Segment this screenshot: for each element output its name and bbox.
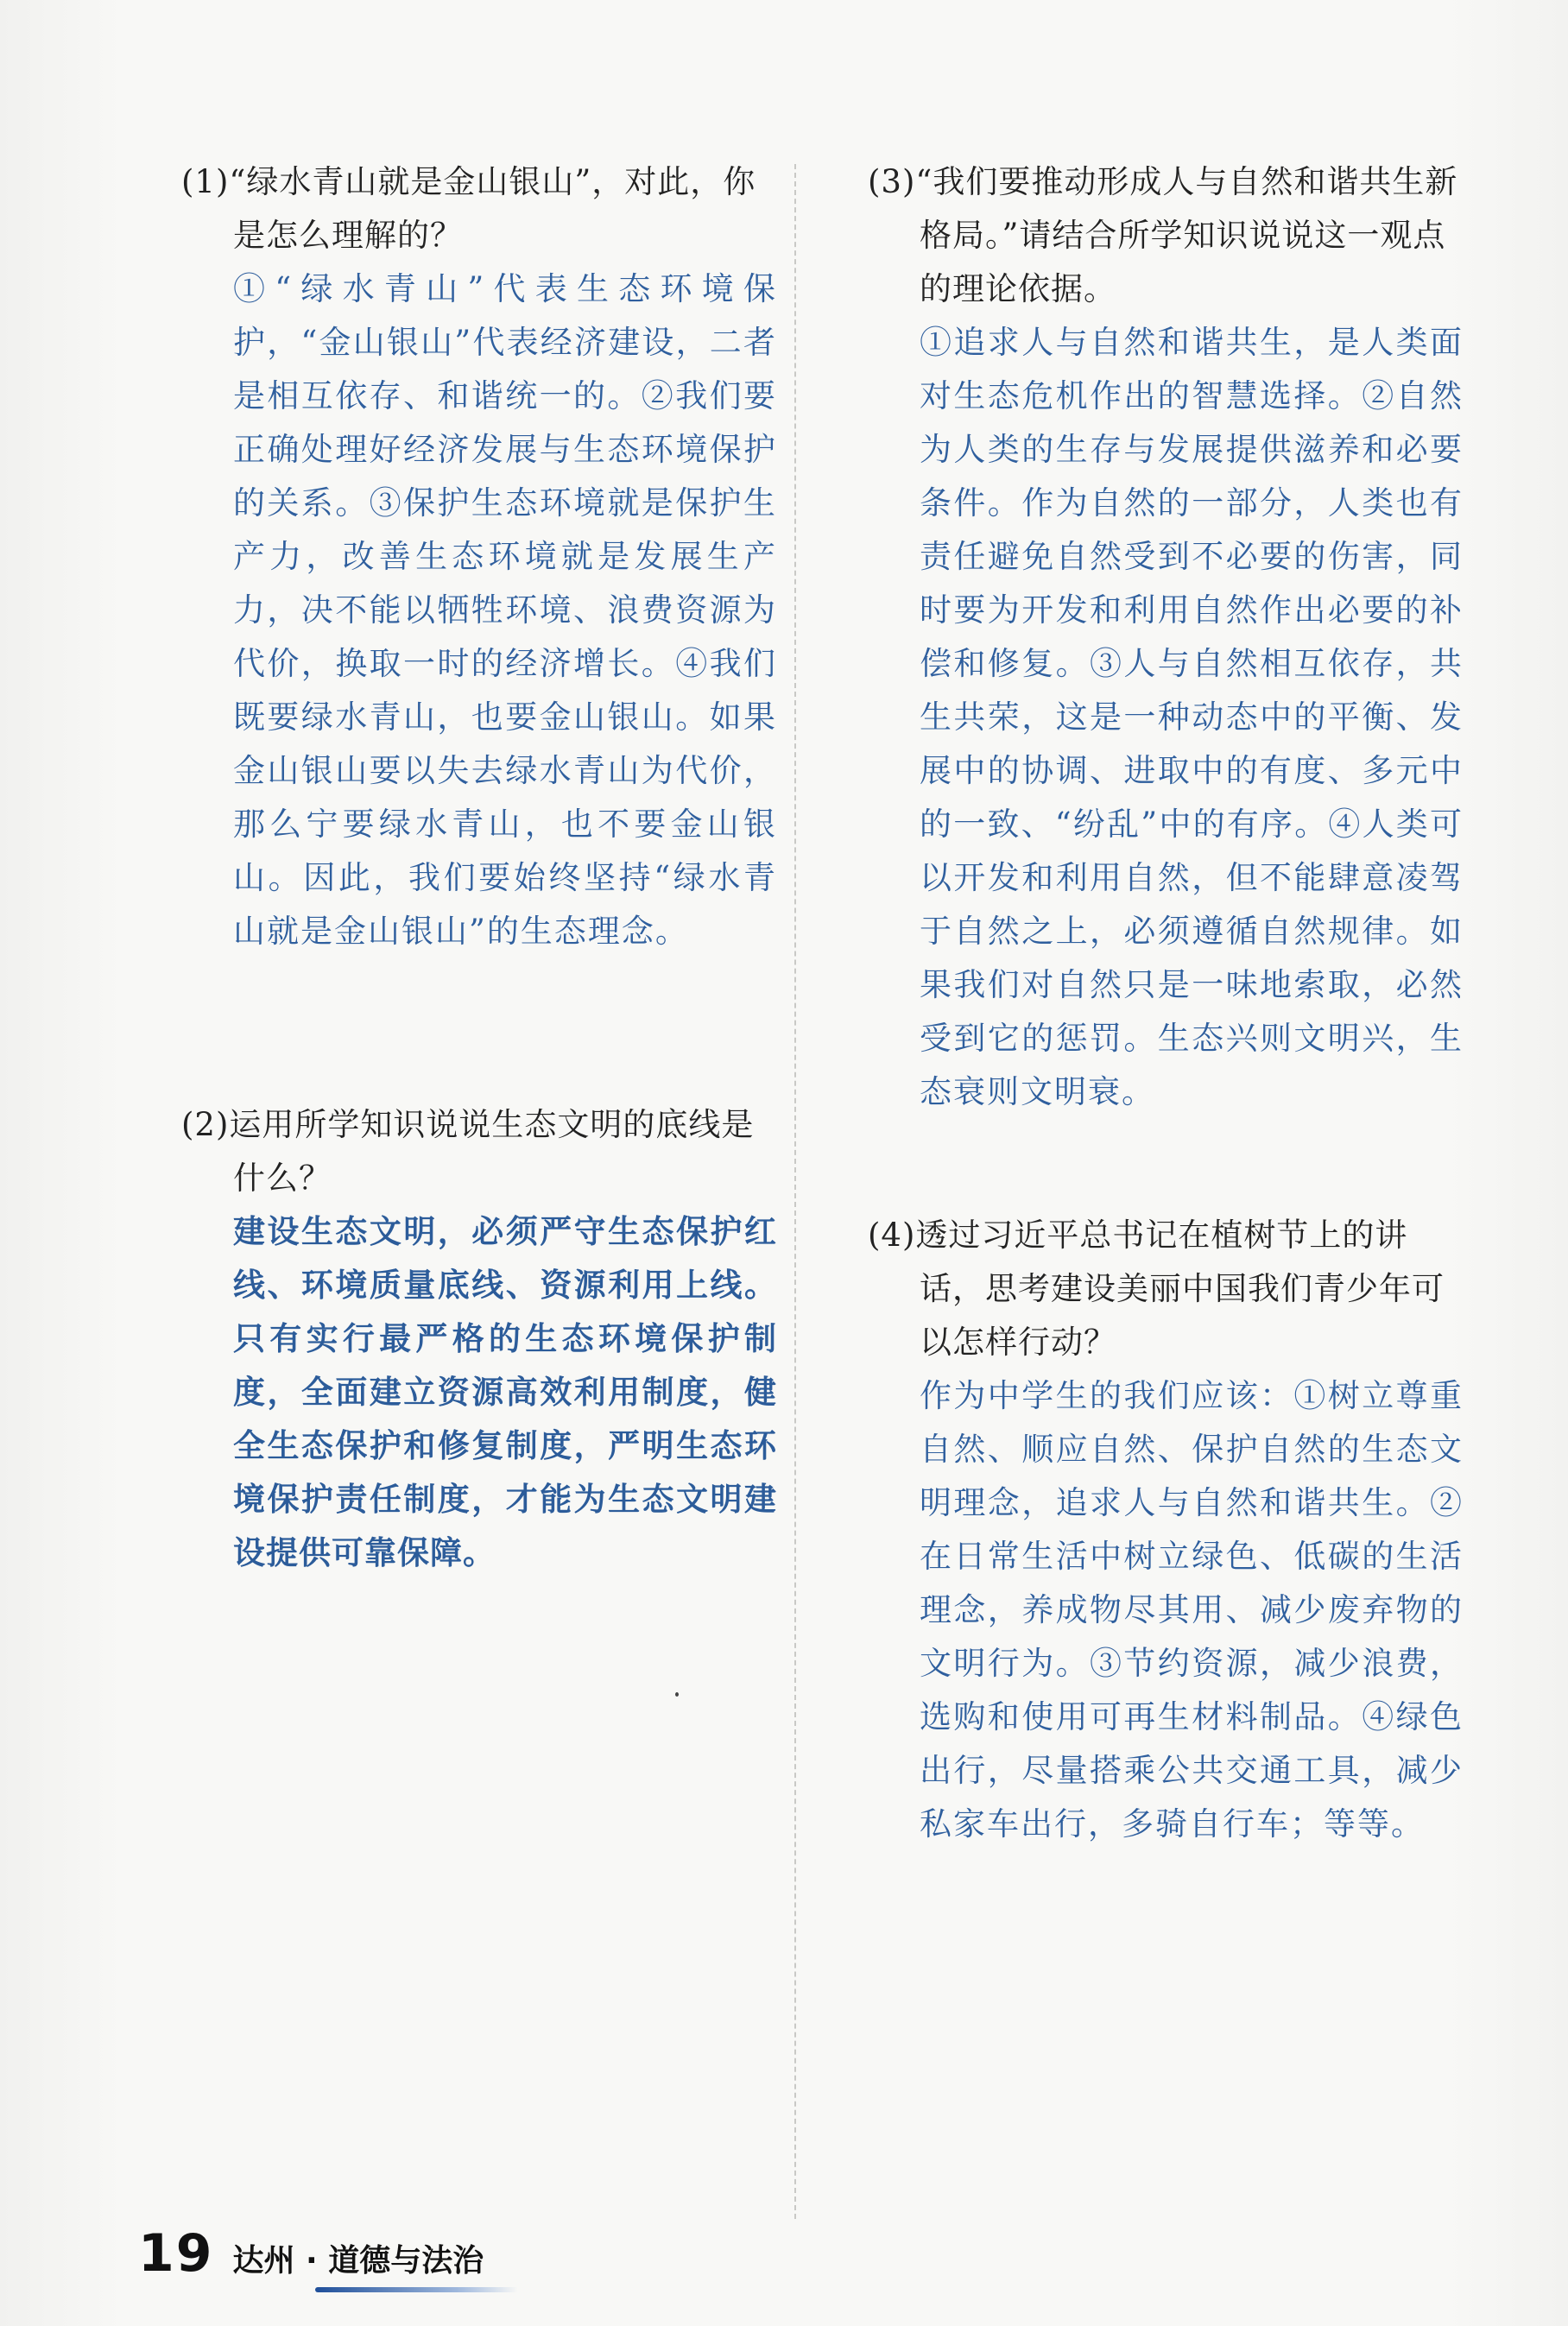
question-1-answer: ①“绿水青山”代表生态环境保护，“金山银山”代表经济建设，二者是相互依存、和谐统一的。②我们要正确处理好经济发展与生态环境保护的关系。③保护生态环境就是保护生产力，改善生态环境就是发展生产力，决不能以牺牲环境、浪费资源为代价，换取一时的经济增长。④我们既要绿水青山，也要金山银山。如果金山银山要以失去绿水青山为代价，那么宁要绿水青山，也不要金山银山。因此，我们要始终坚持“绿水青山就是金山银山”的生态理念。	[233, 270, 777, 950]
book-title: 达州 · 道德与法治	[233, 2236, 484, 2287]
question-3	[868, 155, 1464, 1119]
question-3-answer: ①追求人与自然和谐共生，是人类面对生态危机作出的智慧选择。②自然为人类的生存与发展提供滋养和必要条件。作为自然的一部分，人类也有责任避免自然受到不必要的伤害，同时要为开发和利用自然作出必要的补偿和修复。③人与自然相互依存，共生共荣，这是一种动态中的平衡、发展中的协调、进取中的有度、多元中的一致、“纷乱”中的有序。④人类可以开发和利用自然，但不能肆意凌驾于自然之上，必须遵循自然规律。如果我们对自然只是一味地索取，必然受到它的惩罚。生态兴则文明兴，生态衰则文明衰。	[920, 324, 1464, 1110]
question-2-prompt: (2)运用所学知识说说生态文明的底线是什么？	[181, 1106, 755, 1197]
question-1	[181, 155, 777, 958]
question-3-prompt: (3)“我们要推动形成人与自然和谐共生新格局。”请结合所学知识说说这一观点的理论依据。	[868, 163, 1458, 307]
question-4-prompt: (4)透过习近平总书记在植树节上的讲话，思考建设美丽中国我们青少年可以怎样行动？	[868, 1217, 1445, 1361]
question-1-prompt: (1)“绿水青山就是金山银山”，对此，你是怎么理解的？	[181, 163, 756, 254]
page-footer	[138, 2223, 484, 2287]
question-4-answer: 作为中学生的我们应该：①树立尊重自然、顺应自然、保护自然的生态文明理念，追求人与自然和谐共生。②在日常生活中树立绿色、低碳的生活理念，养成物尽其用、减少废弃物的文明行为。③节约资源，减少浪费，选购和使用可再生材料制品。④绿色出行，尽量搭乘公共交通工具，减少私家车出行，多骑自行车；等等。	[920, 1377, 1464, 1842]
page-number: 19	[138, 2223, 214, 2284]
question-2-answer: 建设生态文明，必须严守生态保护红线、环境质量底线、资源利用上线。只有实行最严格的生态环境保护制度，全面建立资源高效利用制度，健全生态保护和修复制度，严明生态环境保护责任制度，才能为生态文明建设提供可靠保障。	[233, 1213, 777, 1571]
print-speck	[675, 1692, 679, 1697]
question-2	[181, 1098, 777, 1580]
column-divider	[794, 164, 796, 2219]
question-4	[868, 1209, 1464, 1851]
